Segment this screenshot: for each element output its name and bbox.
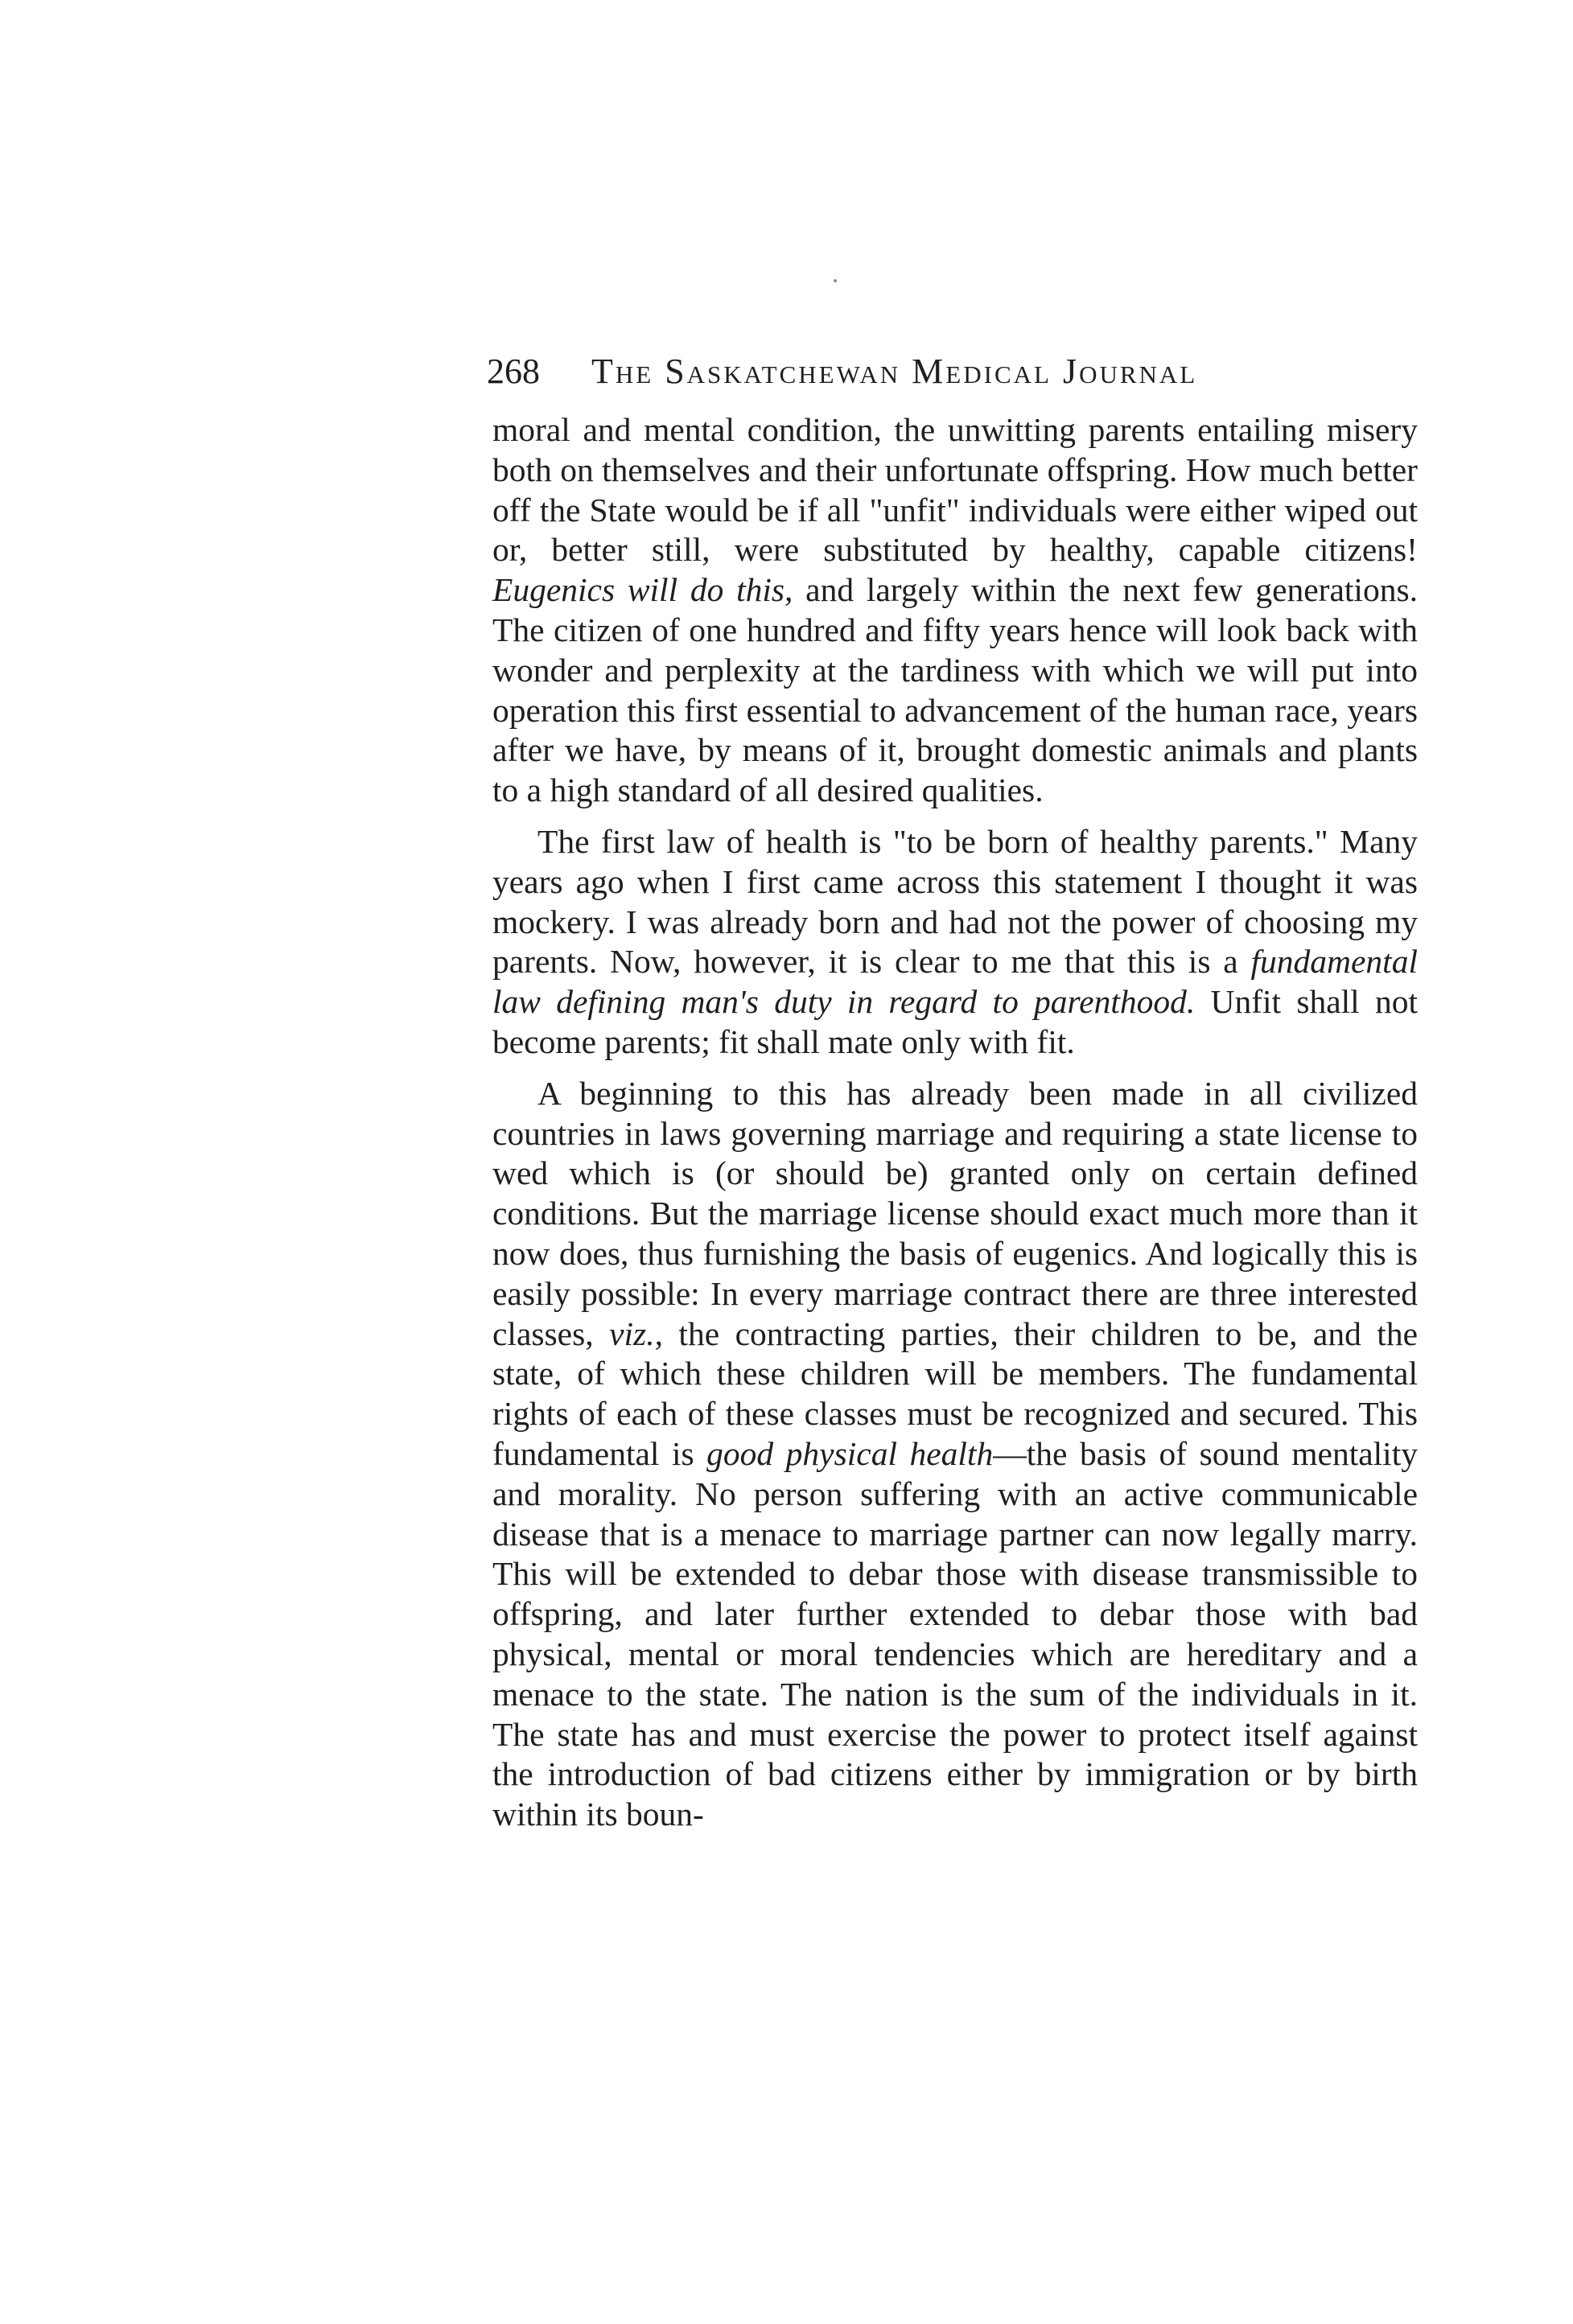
article-body bbox=[492, 410, 1418, 1835]
paragraph-1-italic: Eugenics will do this, bbox=[492, 571, 793, 609]
paragraph-2-text-a: The first law of health is "to be born of healthy parents." Many years ago when I first came across this statement I thought it was mockery. I was already born and had not the power of choosing my parents. Now, however, it is clear to me that this is a bbox=[492, 822, 1418, 981]
page-number: 268 bbox=[487, 352, 540, 391]
paragraph-1-text-b: and largely within the next few generations. The citizen of one hundred and fifty years hence will look back with wonder and perplexity at the tardiness with which we will put into operation this first essential to advancement of the human race, years after we have, by means of it, brought domestic animals and plants to a high standard of all desired qualities. bbox=[492, 571, 1418, 809]
running-head bbox=[487, 348, 1332, 396]
paper-speck bbox=[834, 279, 837, 282]
journal-title: The Saskatchewan Medical Journal bbox=[591, 352, 1198, 391]
paragraph-3 bbox=[492, 1074, 1418, 1835]
paragraph-3-italic-health: good physical health bbox=[706, 1434, 994, 1472]
paragraph-2 bbox=[492, 822, 1418, 1063]
paragraph-1-text-a: moral and mental condition, the unwitting parents entailing misery both on themselves and their unfortunate offspring. How much better off the State would be if all "unfit" individuals were either wiped out or, better still, were substituted by healthy, capable citizens! bbox=[492, 411, 1418, 569]
paragraph-2-text-b: Unfit shall not become parents; fit shall mate only with fit. bbox=[492, 983, 1418, 1060]
paragraph-3-text-c: —the basis of sound mentality and morality. No person suffering with an active communicable disease that is a menace to marriage partner can now legally marry. This will be extended to debar those with disease transmissible to offspring, and later further extended to debar those with bad physical, mental or moral tendencies which are hereditary and a menace to the state. The nation is the sum of the individuals in it. The state has and must exercise the power to protect itself against the introduction of bad citizens either by immigration or by birth within its boun- bbox=[492, 1434, 1418, 1833]
paragraph-3-italic-viz: viz., bbox=[609, 1314, 663, 1352]
paragraph-3-text-b: the contracting parties, their children to be, and the state, of which these children will be members. The fundamental rights of each of these classes must be recognized and secured. This fundamental is bbox=[492, 1314, 1418, 1472]
paragraph-1 bbox=[492, 410, 1418, 811]
paragraph-2-italic: fundamental law defining man's duty in regard to parenthood. bbox=[492, 943, 1418, 1021]
paragraph-3-text-a: A beginning to this has already been made in all civilized countries in laws governing marriage and requiring a state license to wed which is (or should be) granted only on certain defined conditions. But the marriage license should exact much more than it now does, thus furnishing the basis of eugenics. And logically this is easily possible: In every marriage contract there are three interested classes, bbox=[492, 1074, 1418, 1352]
